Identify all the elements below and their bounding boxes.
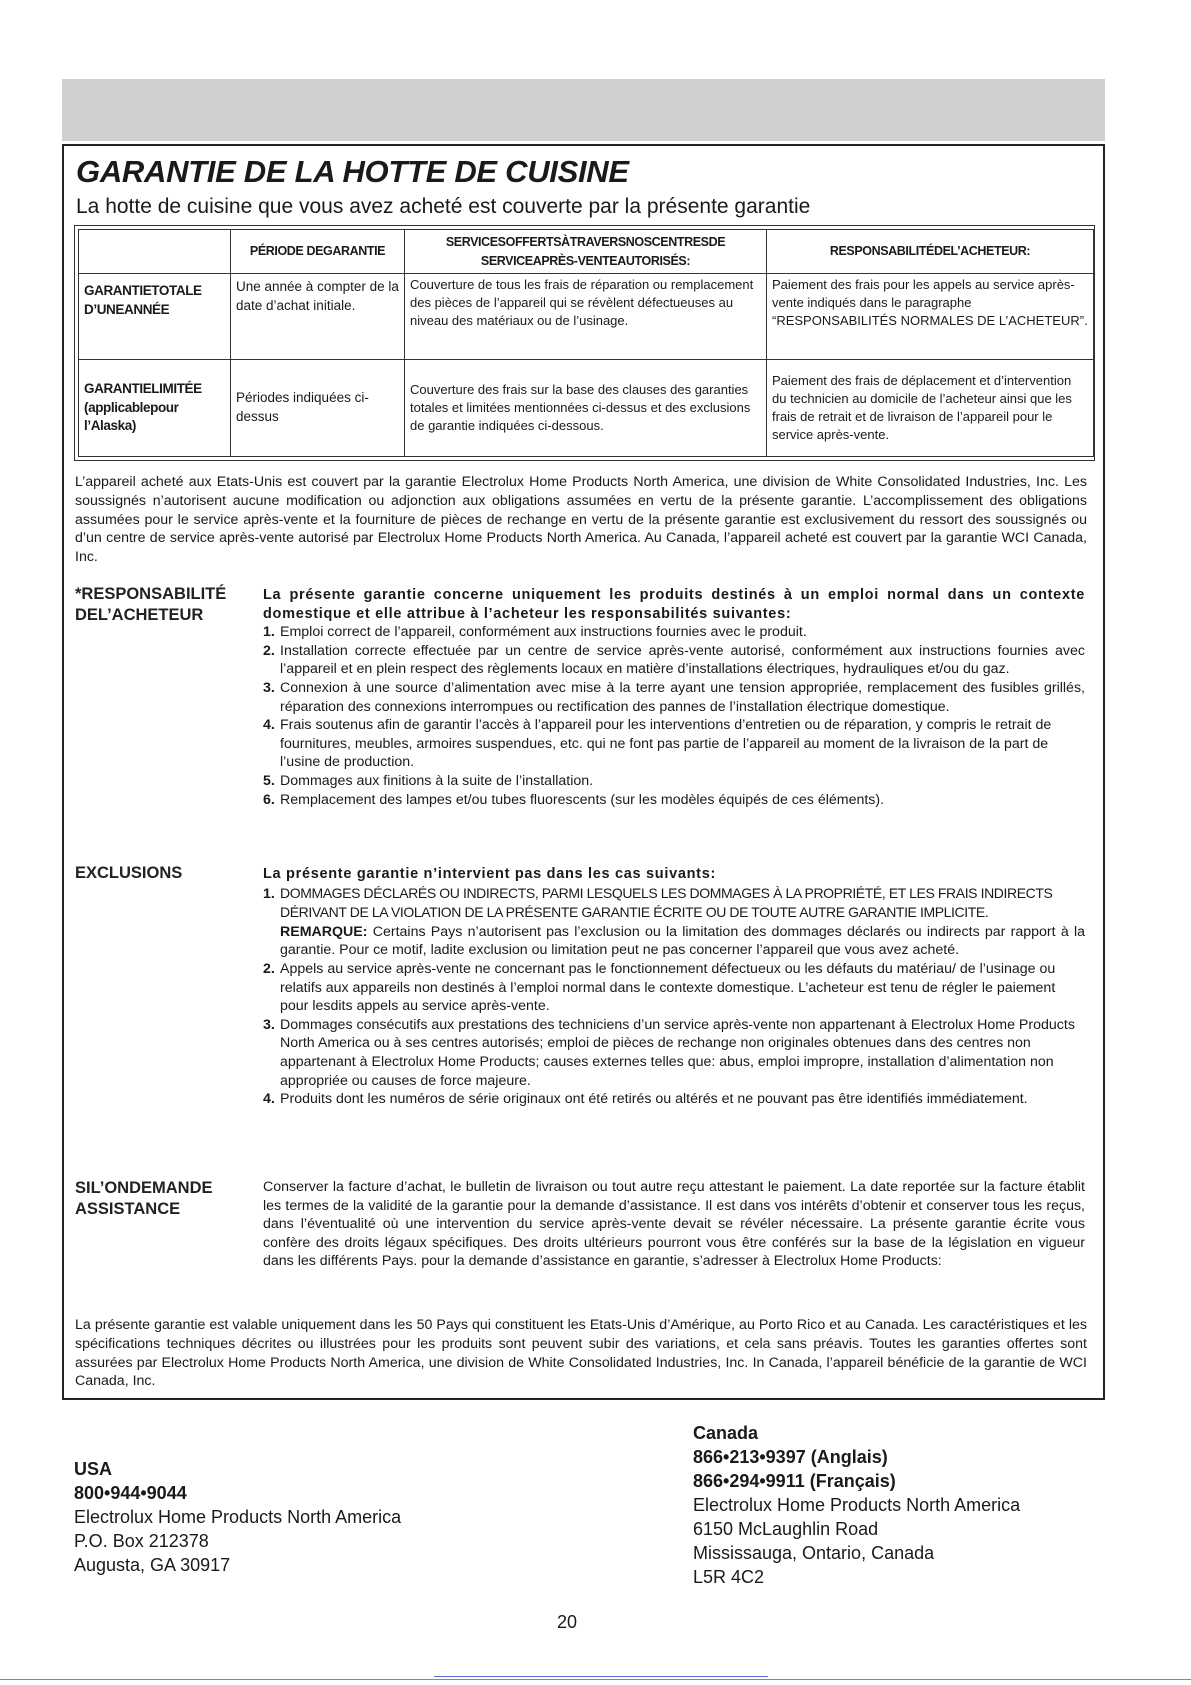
- warranty-frame: [62, 144, 1105, 1400]
- canada-phone-en: 866•213•9397 (Anglais): [693, 1447, 888, 1467]
- list-item: 2. Installation correcte effectuée par un centre de service après-vente autorisé, conformément aux instructions fournies avec l’appareil et en plein respect des règlements locaux en matière d’installations électriques, hydrauliques et/ou du gaz.: [263, 642, 1085, 678]
- list-item: 2. Appels au service après-vente ne concernant pas le fonctionnement défectueux ou les défauts du matériau/ de l’usinage ou relatifs aux appareils non destinés à l’emploi normal dans le contexte domestique. L’acheteur est tenu de régler le paiement pour lesdits appels au service après-vente.: [263, 960, 1056, 1015]
- exclusions-label: EXCLUSIONS: [75, 864, 183, 882]
- usa-phone: 800•944•9044: [74, 1483, 187, 1503]
- responsabilite-body: [263, 586, 1085, 809]
- list-item: 6. Remplacement des lampes et/ou tubes fluorescents (sur les modèles équipés de ces éléments).: [263, 791, 885, 808]
- assistance-label: SIL’ONDEMANDE ASSISTANCE: [75, 1179, 213, 1218]
- canada-address: [693, 1421, 1020, 1589]
- canada-city: Mississauga, Ontario, Canada: [693, 1543, 935, 1563]
- usa-city: Augusta, GA 30917: [74, 1555, 231, 1575]
- canada-company: Electrolux Home Products North America: [693, 1495, 1021, 1515]
- page-number: 20: [556, 1612, 578, 1632]
- responsabilite-list: [263, 623, 1085, 809]
- table-header-row: [79, 230, 1094, 274]
- assistance-body: Conserver la facture d’achat, le bulletin de livraison ou tout autre reçu attestant le paiement. La date reportée sur la facture établit les termes de la validité de la garantie pour la demande d’assistance. Il est dans vos intérêts d’obtenir et conserver tous les reçus, dans l’éventualité où une intervention du service après-vente devait se révéler nécessaire. La présente garantie écrite vous confère des droits légaux spécifiques. Des droits ultérieurs pourront vous être conférés sur la base de la législation en vigueur dans les différents Pays. pour la demande d’assistance en garantie, s’adresser à Electrolux Home Products:: [263, 1179, 1085, 1270]
- exclusions-list: [263, 884, 1085, 1109]
- bottom-rule: [0, 1679, 1191, 1680]
- warranty-table: [78, 229, 1094, 457]
- page-title: GARANTIE DE LA HOTTE DE CUISINE: [76, 154, 629, 189]
- list-item: 3. Connexion à une source d’alimentation avec mise à la terre ayant une tension appropriée, remplacement des fusibles grillés, réparation des connexions interrompues ou rectification des pannes de l’installation électrique domestique.: [263, 679, 1085, 715]
- row-services: Couverture des frais sur la base des clauses des garanties totales et limitées mentionnées ci-dessus et des exclusions de garantie indiquées ci-dessous.: [405, 360, 767, 457]
- table-row: [79, 274, 1094, 360]
- list-item: 4. Frais soutenus afin de garantir l’accès à l’appareil pour les interventions d’entretien ou de réparation, y compris le retrait de fournitures, meubles, armoires suspendues, etc. qui ne font pas partie de l’appareil au moment de la livraison de la part de l’usine de production.: [263, 717, 1052, 771]
- header-band: [62, 79, 1105, 141]
- list-item: 1. DOMMAGES DÉCLARÉS OU INDIRECTS, PARMI LESQUELS LES DOMMAGES À LA PROPRIÉTÉ, ET LES FRAIS INDIRECTS DÉRIVANT DE LA VIOLATION DE LA PRÉSENTE GARANTIE ÉCRITE OU DE TOUTE AUTRE GARANTIE IMPLICITE. REMARQUE: Certains Pays n’autorisent pas l’exclusion ou la limitation des dommages déclarés ou indirects par rapport à la garantie. Pour ce motif, ladite exclusion ou limitation peut ne pas concerner l’appareil que vous avez acheté.: [263, 884, 1085, 959]
- canada-phone-fr: 866•294•9911 (Français): [693, 1471, 896, 1491]
- canada-street: 6150 McLaughlin Road: [693, 1519, 879, 1539]
- list-item: 1. Emploi correct de l’appareil, conformément aux instructions fournies avec le produit.: [263, 624, 807, 641]
- row-periode: Périodes indiquées ci-dessus: [231, 360, 405, 457]
- row-periode: Une année à compter de la date d’achat initiale.: [231, 274, 405, 360]
- row-services: Couverture de tous les frais de réparation ou remplacement des pièces de l’appareil qui se révèlent défectueuses au niveau des matériaux ou de l’usinage.: [405, 274, 767, 360]
- header-services: SERVICESOFFERTSÀTRAVERSNOSCENTRESDE SERVICEAPRÈS-VENTEAUTORISÉS:: [405, 230, 767, 274]
- responsabilite-label: *RESPONSABILITÉ DEL’ACHETEUR: [75, 585, 227, 624]
- usa-box: P.O. Box 212378: [74, 1531, 209, 1551]
- usa-address: [74, 1457, 401, 1577]
- row-responsabilite: Paiement des frais de déplacement et d’intervention du technicien au domicile de l’acheteur ainsi que les frais de retrait et de livraison de l’appareil pour le service après-vente.: [767, 360, 1094, 457]
- header-periode: PÉRIODE DEGARANTIE: [231, 230, 405, 274]
- responsabilite-intro: La présente garantie concerne uniquement les produits destinés à un emploi normal dans un contexte domestique et elle attribue à l’acheteur les responsabilités suivantes:: [263, 587, 1085, 622]
- list-item: 5. Dommages aux finitions à la suite de l’installation.: [263, 772, 594, 789]
- usa-company: Electrolux Home Products North America: [74, 1507, 402, 1527]
- row-label: GARANTIELIMITÉE (applicablepour l’Alaska): [79, 360, 231, 457]
- link-underline: [434, 1676, 768, 1677]
- validity-paragraph: La présente garantie est valable uniquement dans les 50 Pays qui constituent les Etats-Unis d’Amérique, au Porto Rico et au Canada. Les caractéristiques et les spécifications techniques décrites ou illustrées pour les produits sont peuvent subir des variations, et cela sans préavis. Toutes les garanties offertes sont assurées par Electrolux Home Products North America, une division de White Consolidated Industries, Inc. In Canada, l’appareil bénéficie de la garantie de WCI Canada, Inc.: [75, 1317, 1087, 1390]
- row-label: GARANTIETOTALE D’UNEANNÉE: [79, 274, 231, 360]
- page-subtitle: La hotte de cuisine que vous avez acheté est couverte par la présente garantie: [76, 195, 811, 218]
- usa-country: USA: [74, 1459, 113, 1479]
- list-item: 4. Produits dont les numéros de série originaux ont été retirés ou altérés et ne pouvant pas être identifiés immédiatement.: [263, 1091, 1028, 1108]
- canada-country: Canada: [693, 1423, 759, 1443]
- warranty-table-wrapper: [74, 225, 1095, 461]
- table-row: [79, 360, 1094, 457]
- header-responsabilite: RESPONSABILITÉDEL’ACHETEUR:: [767, 230, 1094, 274]
- coverage-paragraph: L’appareil acheté aux Etats-Unis est couvert par la garantie Electrolux Home Products North America, une division de White Consolidated Industries, Inc. Les soussignés n’autorisent aucune modification ou adjonction aux obligations assumées en vertu de la présente garantie. L’accomplissement des obligations assumées pour le service après-vente et la fourniture de pièces de rechange en vertu de la présente garantie est exclusivement du ressort des soussignés ou d’un centre de service après-vente autorisé par Electrolux Home Products North America. Au Canada, l’appareil acheté est couvert par la garantie WCI Canada, Inc.: [75, 474, 1087, 566]
- exclusions-intro: La présente garantie n’intervient pas dans les cas suivants:: [263, 866, 716, 882]
- canada-postal: L5R 4C2: [693, 1567, 765, 1587]
- list-item: 3. Dommages consécutifs aux prestations des techniciens d’un service après-vente non appartenant à Electrolux Home Products North America ou à ses centres autorisés; emploi de pièces de rechange non originales obtenues dans des centres non appartenant à Electrolux Home Products; causes externes telles que: abus, emploi impropre, installation d’alimentation non appropriée ou causes de force majeure.: [263, 1016, 1075, 1089]
- row-responsabilite: Paiement des frais pour les appels au service après-vente indiqués dans le paragraphe “RESPONSABILITÉS NORMALES DE L’ACHETEUR”.: [767, 274, 1094, 360]
- header-blank: [79, 230, 231, 274]
- remark-note: REMARQUE: Certains Pays n’autorisent pas l’exclusion ou la limitation des dommages déclarés ou indirects par rapport à la garantie. Pour ce motif, ladite exclusion ou limitation peut ne pas concerner l’appareil que vous avez acheté.: [280, 923, 1085, 959]
- exclusions-body: [263, 865, 1085, 1109]
